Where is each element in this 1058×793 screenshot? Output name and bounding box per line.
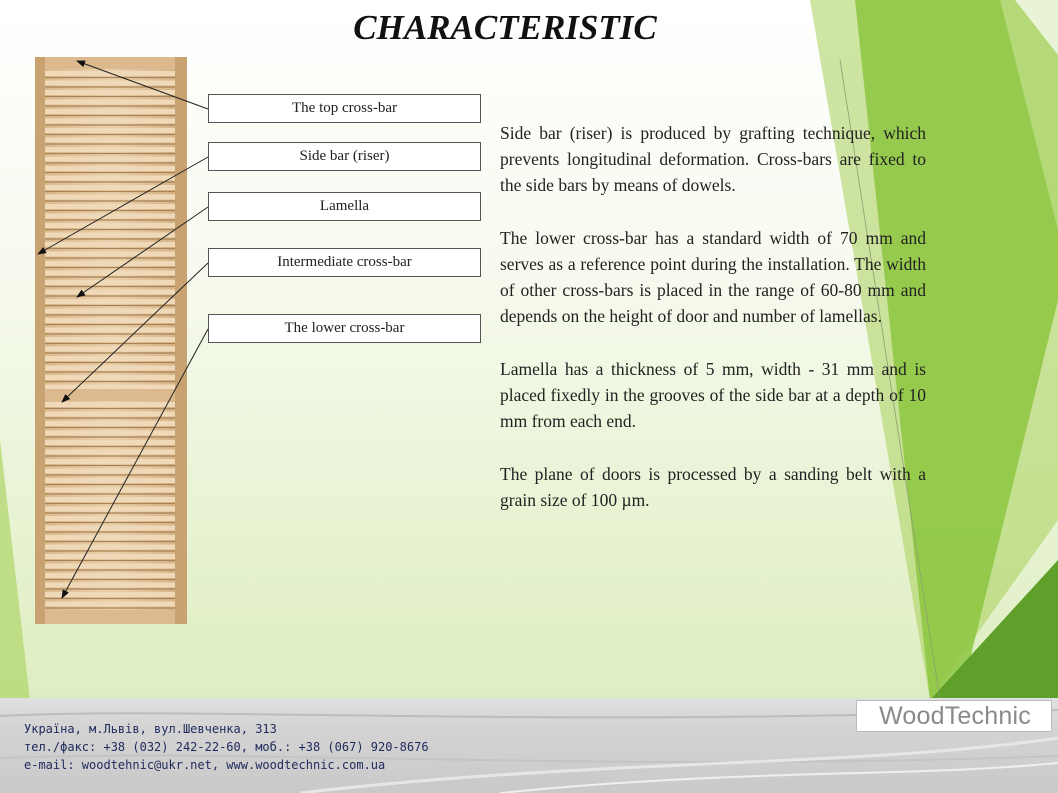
lamella-slat: [45, 109, 175, 114]
lamella-slat: [45, 469, 175, 474]
lamella-slat: [45, 573, 175, 578]
woodtechnic-logo: [856, 700, 1052, 732]
lamella-slat: [45, 242, 175, 247]
lamella-slat: [45, 166, 175, 171]
lamella-slat: [45, 440, 175, 445]
lamella-slat: [45, 347, 175, 352]
lamella-slat: [45, 478, 175, 483]
footer-address: Україна, м.Львів, вул.Шевченка, 313: [24, 722, 277, 736]
lamella-slat: [45, 564, 175, 569]
door-lamellas: [45, 57, 175, 624]
paragraph-lamella: Lamella has a thickness of 5 mm, width - 31 mm and is placed fixedly in the grooves of the side bar at a depth of 10 mm from each end.: [500, 359, 926, 431]
paragraph-side-bar: Side bar (riser) is produced by grafting technique, which prevents longitudinal deformation. Cross-bars are fixed to the side bars by means of dowels.: [500, 123, 926, 195]
page-title: CHARACTERISTIC: [353, 8, 657, 47]
lamella-slat: [45, 195, 175, 200]
lamella-slat: [45, 385, 175, 390]
lamella-slat: [45, 535, 175, 540]
door-image: [35, 57, 187, 624]
lamella-slat: [45, 497, 175, 502]
lamella-slat: [45, 81, 175, 86]
label-lower-cross-bar: The lower cross-bar: [208, 314, 481, 343]
lamella-slat: [45, 602, 175, 607]
lamella-slat: [45, 214, 175, 219]
footer-phone: тел./факс: +38 (032) 242-22-60, моб.: +38 (067) 920-8676: [24, 740, 429, 754]
lamella-slat: [45, 223, 175, 228]
label-lamella: Lamella: [208, 192, 481, 221]
lamella-slat: [45, 356, 175, 361]
lamella-slat: [45, 402, 175, 407]
lamella-slat: [45, 526, 175, 531]
lamella-slat: [45, 545, 175, 550]
footer-contacts: e-mail: woodtehnic@ukr.net, www.woodtechnic.com.ua: [24, 758, 386, 772]
lamella-slat: [45, 299, 175, 304]
lamella-slat: [45, 450, 175, 455]
door-cross-bar: [45, 610, 175, 624]
door-side-bar-right: [175, 57, 187, 624]
lamella-slat: [45, 271, 175, 276]
label-side-bar: Side bar (riser): [208, 142, 481, 171]
lamella-slat: [45, 204, 175, 209]
lamella-slat: [45, 147, 175, 152]
lamella-slat: [45, 309, 175, 314]
lamella-slat: [45, 375, 175, 380]
lamella-slat: [45, 318, 175, 323]
door-side-bar-left: [35, 57, 45, 624]
lamella-slat: [45, 252, 175, 257]
lamella-slat: [45, 119, 175, 124]
lamella-slat: [45, 488, 175, 493]
lamella-slat: [45, 128, 175, 133]
lamella-slat: [45, 176, 175, 181]
bg-green-shard-left: [0, 440, 30, 700]
lamella-slat: [45, 233, 175, 238]
lamella-slat: [45, 261, 175, 266]
paragraph-sanding: The plane of doors is processed by a sanding belt with a grain size of 100 µm.: [500, 464, 926, 510]
lamella-slat: [45, 138, 175, 143]
label-top-cross-bar: The top cross-bar: [208, 94, 481, 123]
lamella-slat: [45, 412, 175, 417]
lamella-slat: [45, 516, 175, 521]
lamella-slat: [45, 592, 175, 597]
lamella-slat: [45, 421, 175, 426]
label-intermediate-cross-bar: Intermediate cross-bar: [208, 248, 481, 277]
lamella-slat: [45, 431, 175, 436]
lamella-slat: [45, 337, 175, 342]
lamella-slat: [45, 583, 175, 588]
lamella-slat: [45, 328, 175, 333]
lamella-slat: [45, 366, 175, 371]
lamella-slat: [45, 100, 175, 105]
lamella-slat: [45, 290, 175, 295]
lamella-slat: [45, 507, 175, 512]
lamella-slat: [45, 459, 175, 464]
paragraph-lower-cross-bar: The lower cross-bar has a standard width of 70 mm and serves as a reference point during the installation. The width of other cross-bars is placed in the range of 60-80 mm and depends on the height of door and number of lamellas.: [500, 228, 926, 326]
logo-text: WoodTechnic: [879, 702, 1031, 730]
lamella-slat: [45, 71, 175, 76]
lamella-slat: [45, 280, 175, 285]
lamella-slat: [45, 554, 175, 559]
lamella-slat: [45, 90, 175, 95]
lamella-slat: [45, 185, 175, 190]
door-cross-bar: [45, 389, 175, 401]
door-cross-bar: [45, 57, 175, 69]
description-text: [500, 120, 926, 540]
lamella-slat: [45, 157, 175, 162]
